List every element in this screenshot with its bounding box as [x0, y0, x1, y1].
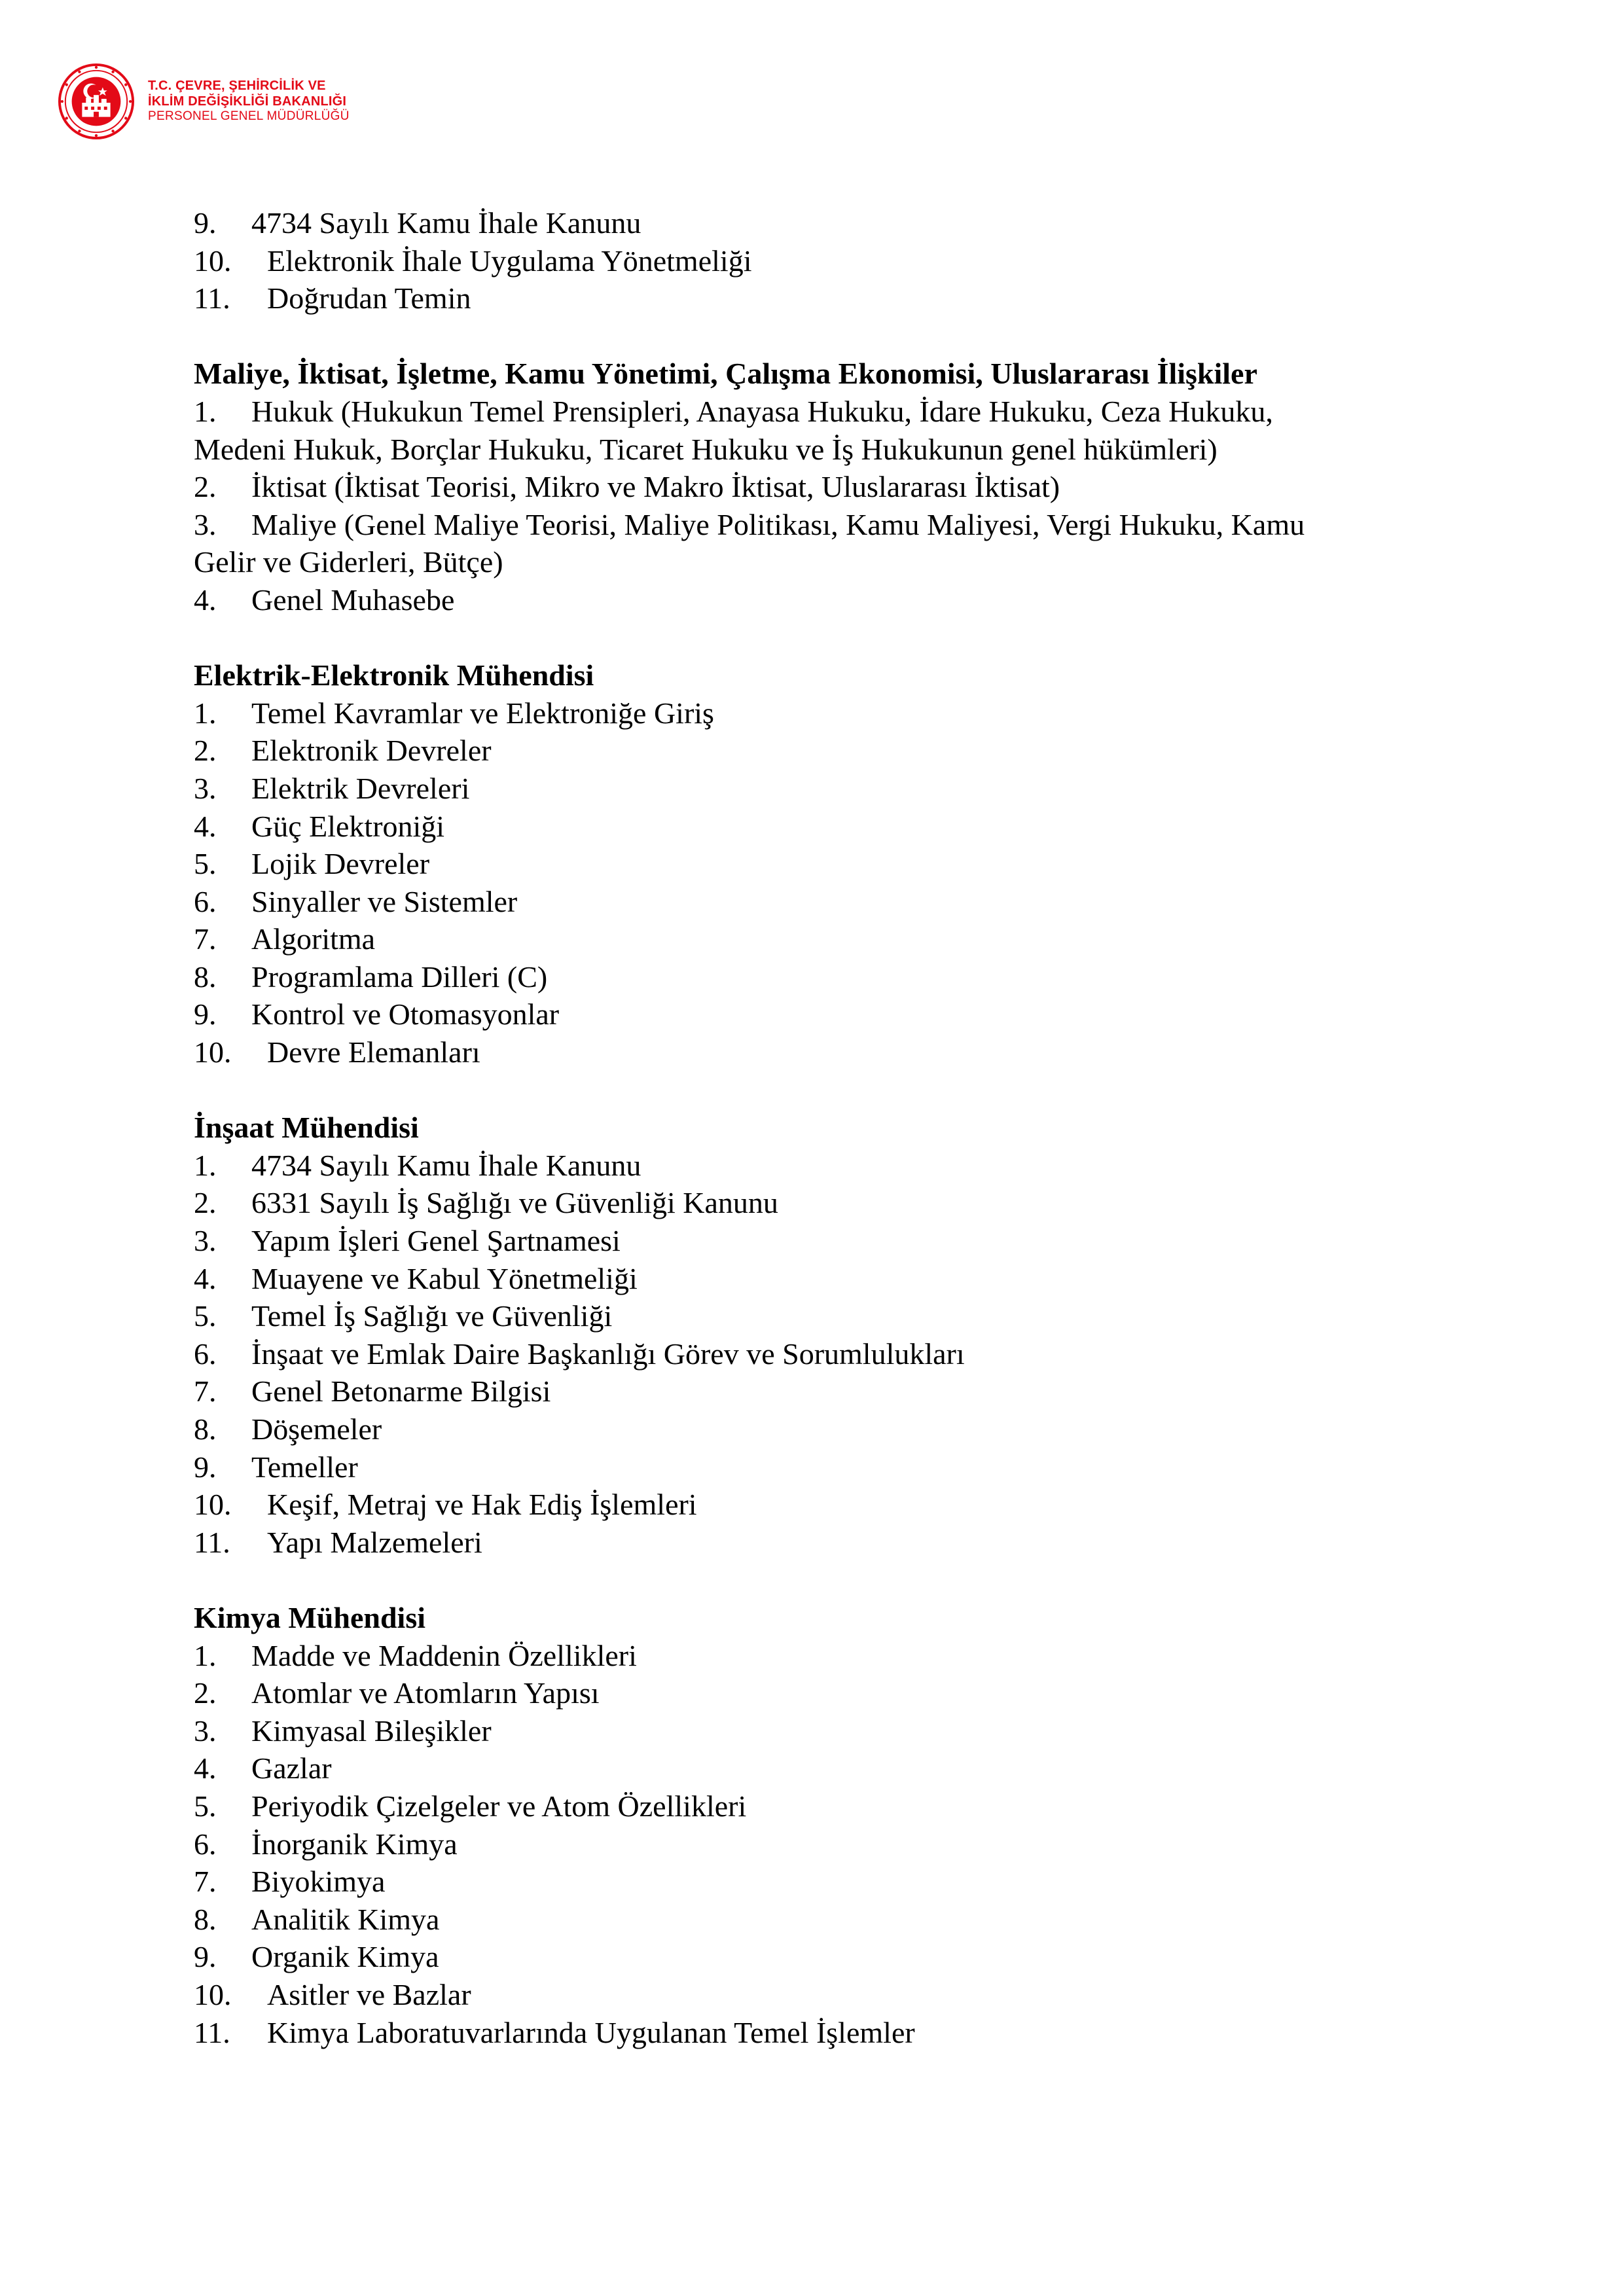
item-text: Elektronik İhale Uygulama Yönetmeliği [267, 243, 752, 278]
item-number: 6. [194, 1336, 217, 1371]
item-number: 4. [194, 1751, 217, 1785]
item-number: 5. [194, 1299, 217, 1333]
list-item [194, 845, 1437, 883]
list-item [194, 1448, 1437, 1486]
item-text: 4734 Sayılı Kamu İhale Kanunu [251, 1148, 641, 1182]
item-text: İktisat (İktisat Teorisi, Mikro ve Makro İktisat, Uluslararası İktisat) [251, 470, 1060, 504]
item-text: Güç Elektroniği [251, 809, 445, 843]
list-item [194, 393, 1437, 431]
list-item-continuation: Medeni Hukuk, Borçlar Hukuku, Ticaret Hukuku ve İş Hukukunun genel hükümleri) [194, 432, 1218, 466]
item-text: Kimyasal Bileşikler [251, 1713, 492, 1748]
item-number: 4. [194, 1261, 217, 1295]
item-text: Programlama Dilleri (C) [251, 960, 548, 994]
item-number: 3. [194, 507, 217, 541]
item-number: 1. [194, 394, 217, 428]
list-item [194, 1637, 1437, 1675]
item-number: 7. [194, 922, 217, 956]
item-number: 7. [194, 1374, 217, 1408]
item-text: İnorganik Kimya [251, 1827, 458, 1861]
list-item [194, 996, 1437, 1033]
item-number: 8. [194, 960, 217, 994]
item-text: Lojik Devreler [251, 847, 430, 881]
spacer [194, 1071, 1437, 1109]
item-text: Madde ve Maddenin Özellikleri [251, 1638, 637, 1672]
item-text: Biyokimya [251, 1865, 386, 1899]
item-number: 4. [194, 583, 217, 617]
item-text: Periyodik Çizelgeler ve Atom Özellikleri [251, 1789, 747, 1823]
item-number: 10. [194, 243, 232, 278]
list-item [194, 242, 1437, 280]
list-item [194, 694, 1437, 732]
spacer [194, 1561, 1437, 1599]
list-item [194, 1222, 1437, 1260]
list-item [194, 1372, 1437, 1410]
list-item [194, 2014, 1437, 2052]
list-item [194, 1486, 1437, 1524]
item-number: 9. [194, 1940, 217, 1974]
item-text: Sinyaller ve Sistemler [251, 884, 518, 918]
list-item [194, 1712, 1437, 1750]
item-number: 6. [194, 884, 217, 918]
document-body [194, 204, 1437, 2051]
list-item [194, 1749, 1437, 1787]
list-item [194, 732, 1437, 770]
item-number: 8. [194, 1902, 217, 1936]
item-number: 11. [194, 281, 230, 315]
item-text: Keşif, Metraj ve Hak Ediş İşlemleri [267, 1488, 697, 1522]
item-number: 5. [194, 1789, 217, 1823]
item-number: 1. [194, 1148, 217, 1182]
list-item [194, 1297, 1437, 1335]
item-number: 10. [194, 1977, 232, 2011]
item-number: 6. [194, 1827, 217, 1861]
list-item [194, 920, 1437, 958]
item-number: 7. [194, 1865, 217, 1899]
list-item [194, 581, 1437, 619]
item-text: Algoritma [251, 922, 376, 956]
list-item [194, 1147, 1437, 1185]
item-number: 9. [194, 1450, 217, 1484]
item-text: Maliye (Genel Maliye Teorisi, Maliye Politikası, Kamu Maliyesi, Vergi Hukuku, Kamu [251, 507, 1305, 541]
item-text: Temeller [251, 1450, 358, 1484]
ministry-name [148, 79, 350, 124]
item-text: Organik Kimya [251, 1940, 439, 1974]
list-item [194, 1901, 1437, 1939]
item-number: 5. [194, 847, 217, 881]
item-number: 2. [194, 734, 217, 768]
list-item [194, 506, 1437, 544]
list-item [194, 1938, 1437, 1976]
department-name: PERSONEL GENEL MÜDÜRLÜĞÜ [148, 109, 350, 124]
list-item [194, 1674, 1437, 1712]
item-text: İnşaat ve Emlak Daire Başkanlığı Görev ve Sorumlulukları [251, 1336, 965, 1371]
list-item [194, 1524, 1437, 1562]
list-item [194, 279, 1437, 317]
item-text: Kimya Laboratuvarlarında Uygulanan Temel İşlemler [267, 2015, 915, 2049]
item-number: 9. [194, 206, 217, 240]
item-text: Gazlar [251, 1751, 332, 1785]
list-item [194, 808, 1437, 846]
item-number: 11. [194, 1525, 230, 1559]
list-item [194, 1976, 1437, 2014]
item-number: 2. [194, 1186, 217, 1220]
item-number: 11. [194, 2015, 230, 2049]
item-text: Elektrik Devreleri [251, 771, 470, 805]
item-text: 4734 Sayılı Kamu İhale Kanunu [251, 206, 641, 240]
item-text: Hukuk (Hukukun Temel Prensipleri, Anayasa Hukuku, İdare Hukuku, Ceza Hukuku, [251, 394, 1273, 428]
item-number: 4. [194, 809, 217, 843]
spacer [194, 317, 1437, 355]
item-text: Devre Elemanları [267, 1035, 480, 1069]
item-number: 9. [194, 997, 217, 1031]
section-heading-insaat: İnşaat Mühendisi [194, 1111, 419, 1145]
letterhead [58, 63, 350, 140]
list-item [194, 204, 1437, 242]
ministry-emblem-icon [58, 63, 135, 140]
section-heading-elektrik: Elektrik-Elektronik Mühendisi [194, 658, 594, 692]
item-text: Yapım İşleri Genel Şartnamesi [251, 1224, 621, 1258]
section-heading-kimya: Kimya Mühendisi [194, 1600, 426, 1634]
item-number: 2. [194, 1676, 217, 1710]
item-text: Temel İş Sağlığı ve Güvenliği [251, 1299, 613, 1333]
list-item [194, 1335, 1437, 1373]
item-text: Kontrol ve Otomasyonlar [251, 997, 560, 1031]
list-item [194, 958, 1437, 996]
item-number: 10. [194, 1488, 232, 1522]
list-item [194, 883, 1437, 921]
spacer [194, 619, 1437, 657]
list-item [194, 468, 1437, 506]
item-text: 6331 Sayılı İş Sağlığı ve Güvenliği Kanunu [251, 1186, 778, 1220]
item-text: Yapı Malzemeleri [267, 1525, 482, 1559]
ministry-name-line1: T.C. ÇEVRE, ŞEHİRCİLİK VE [148, 79, 326, 94]
list-item [194, 1033, 1437, 1071]
list-item [194, 770, 1437, 808]
list-item [194, 1825, 1437, 1863]
item-number: 8. [194, 1412, 217, 1446]
item-text: Asitler ve Bazlar [267, 1977, 471, 2011]
item-number: 3. [194, 771, 217, 805]
list-item [194, 1260, 1437, 1298]
item-text: Döşemeler [251, 1412, 382, 1446]
item-number: 3. [194, 1713, 217, 1748]
item-number: 2. [194, 470, 217, 504]
item-text: Doğrudan Temin [267, 281, 471, 315]
item-number: 3. [194, 1224, 217, 1258]
list-item [194, 1410, 1437, 1448]
list-item-continuation: Gelir ve Giderleri, Bütçe) [194, 545, 503, 579]
item-text: Genel Betonarme Bilgisi [251, 1374, 551, 1408]
item-text: Genel Muhasebe [251, 583, 455, 617]
list-item [194, 1787, 1437, 1825]
item-number: 10. [194, 1035, 232, 1069]
item-number: 1. [194, 696, 217, 730]
item-number: 1. [194, 1638, 217, 1672]
item-text: Atomlar ve Atomların Yapısı [251, 1676, 600, 1710]
list-item [194, 1863, 1437, 1901]
item-text: Analitik Kimya [251, 1902, 440, 1936]
item-text: Muayene ve Kabul Yönetmeliği [251, 1261, 638, 1295]
section-heading-maliye: Maliye, İktisat, İşletme, Kamu Yönetimi, Çalışma Ekonomisi, Uluslararası İlişkiler [194, 357, 1257, 391]
ministry-name-line2: İKLİM DEĞİŞİKLİĞİ BAKANLIĞI [148, 94, 347, 109]
item-text: Temel Kavramlar ve Elektroniğe Giriş [251, 696, 714, 730]
list-item [194, 1184, 1437, 1222]
item-text: Elektronik Devreler [251, 734, 492, 768]
